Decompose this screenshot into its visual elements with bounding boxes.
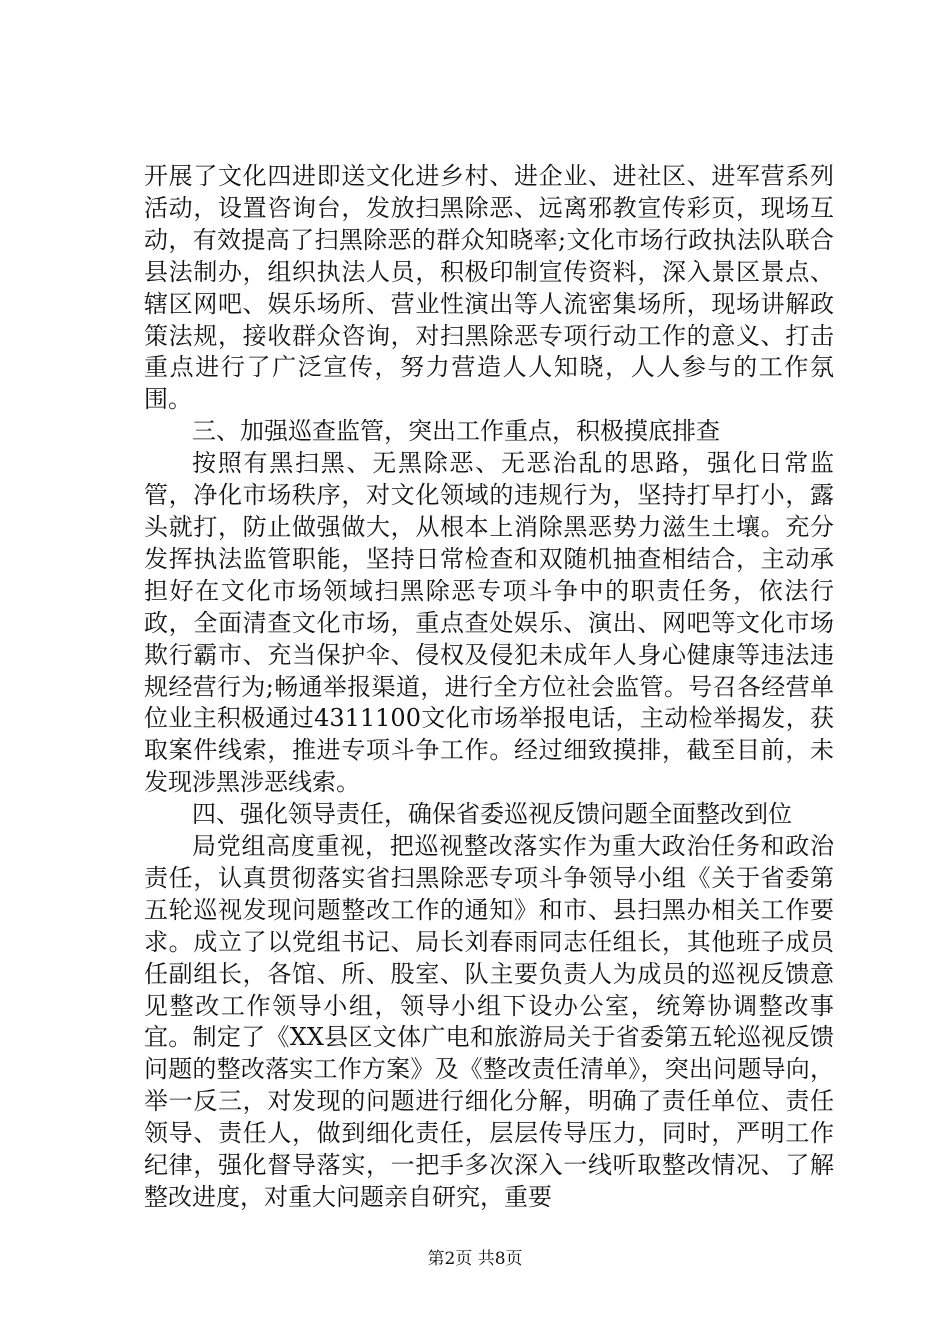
paragraph: 按照有黑扫黑、无黑除恶、无恶治乱的思路，强化日常监管，净化市场秩序，对文化领域的违规行为，坚持打早打小，露头就打，防止做强做大，从根本上消除黑恶势力滋生土壤。充分发挥执法监管职能，坚持日常检查和双随机抽查相结合，主动承担好在文化市场领域扫黑除恶专项斗争中的职责任务，依法行政，全面清查文化市场，重点查处娱乐、演出、网吧等文化市场欺行霸市、充当保护伞、侵权及侵犯未成年人身心健康等违法违规经营行为;畅通举报渠道，进行全方位社会监管。号召各经营单位业主积极通过4311100文化市场举报电话，主动检举揭发，获取案件线索，推进专项斗争工作。经过细致摸排，截至目前，未发现涉黑涉恶线索。 bbox=[144, 449, 834, 797]
section-heading-4: 四、强化领导责任，确保省委巡视反馈问题全面整改到位 bbox=[192, 800, 792, 829]
body-text bbox=[144, 161, 834, 1214]
page-number: 第2页 共8页 bbox=[427, 1249, 523, 1269]
paragraph-continued: 开展了文化四进即送文化进乡村、进企业、进社区、进军营系列活动，设置咨询台，发放扫黑除恶、远离邪教宣传彩页，现场互动，有效提高了扫黑除恶的群众知晓率;文化市场行政执法队联合县法制办，组织执法人员，积极印制宣传资料，深入景区景点、辖区网吧、娱乐场所、营业性演出等人流密集场所，现场讲解政策法规，接收群众咨询，对扫黑除恶专项行动工作的意义、打击重点进行了广泛宣传，努力营造人人知晓，人人参与的工作氛围。 bbox=[144, 162, 834, 414]
section-heading-3: 三、加强巡查监管，突出工作重点，积极摸底排查 bbox=[192, 417, 720, 446]
paragraph: 局党组高度重视，把巡视整改落实作为重大政治任务和政治责任，认真贯彻落实省扫黑除恶专项斗争领导小组《关于省委第五轮巡视发现问题整改工作的通知》和市、县扫黑办相关工作要求。成立了以党组书记、局长刘春雨同志任组长，其他班子成员任副组长，各馆、所、股室、队主要负责人为成员的巡视反馈意见整改工作领导小组，领导小组下设办公室，统筹协调整改事宜。制定了《XX县区文体广电和旅游局关于省委第五轮巡视反馈问题的整改落实工作方案》及《整改责任清单》，突出问题导向，举一反三，对发现的问题进行细化分解，明确了责任单位、责任领导、责任人，做到细化责任，层层传导压力，同时，严明工作纪律，强化督导落实，一把手多次深入一线听取整改情况、了解整改进度，对重大问题亲自研究，重要 bbox=[144, 832, 834, 1211]
